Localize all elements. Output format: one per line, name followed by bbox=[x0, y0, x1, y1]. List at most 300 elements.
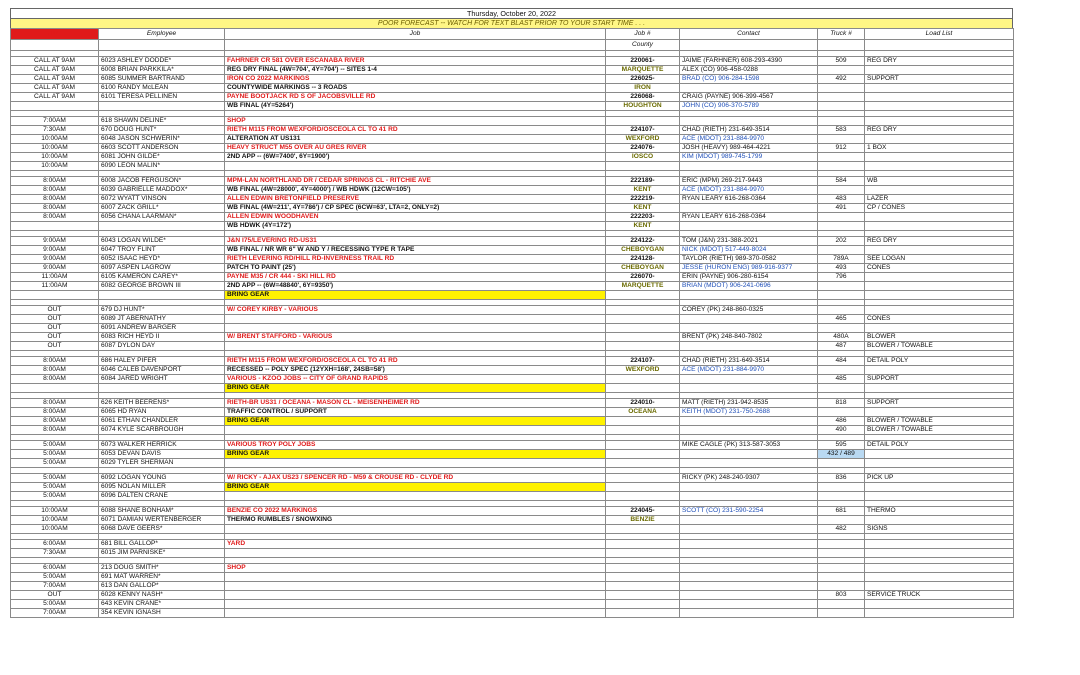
table-row bbox=[11, 357, 1014, 366]
row-load-list: LAZER bbox=[865, 195, 1014, 204]
row-truck-number: 493 bbox=[818, 264, 865, 273]
row-contact bbox=[680, 84, 818, 93]
row-employee: 6023 ASHLEY DODDE* bbox=[99, 57, 225, 66]
row-time: 5:00AM bbox=[11, 573, 99, 582]
row-job: BENZIE CO 2022 MARKINGS bbox=[225, 507, 606, 516]
row-load-list: WB bbox=[865, 177, 1014, 186]
row-job-number: 224076- bbox=[606, 144, 680, 153]
row-job: RIETH M115 FROM WEXFORD/OSCEOLA CL TO 41 RD bbox=[225, 126, 606, 135]
row-time: CALL AT 9AM bbox=[11, 93, 99, 102]
row-contact bbox=[680, 342, 818, 351]
table-row bbox=[11, 600, 1014, 609]
row-job bbox=[225, 324, 606, 333]
row-truck-number: 465 bbox=[818, 315, 865, 324]
row-employee: 6065 HD RYAN bbox=[99, 408, 225, 417]
row-employee: 6603 SCOTT ANDERSON bbox=[99, 144, 225, 153]
row-job-number: 226025- bbox=[606, 75, 680, 84]
row-load-list bbox=[865, 582, 1014, 591]
row-job-number bbox=[606, 375, 680, 384]
row-employee bbox=[99, 384, 225, 393]
row-job bbox=[225, 573, 606, 582]
row-job-number: MARQUETTE bbox=[606, 282, 680, 291]
row-job: YARD bbox=[225, 540, 606, 549]
row-job-number bbox=[606, 525, 680, 534]
row-job-number: WEXFORD bbox=[606, 135, 680, 144]
row-employee: 618 SHAWN DELINE* bbox=[99, 117, 225, 126]
row-job: BRING GEAR bbox=[225, 417, 606, 426]
row-load-list bbox=[865, 549, 1014, 558]
col-subheader-blank bbox=[818, 40, 865, 51]
row-time: 7:00AM bbox=[11, 609, 99, 618]
col-header-job: Job bbox=[225, 29, 606, 40]
row-job-number bbox=[606, 342, 680, 351]
row-job-number: 222189- bbox=[606, 177, 680, 186]
row-load-list bbox=[865, 384, 1014, 393]
table-row bbox=[11, 417, 1014, 426]
row-time: OUT bbox=[11, 591, 99, 600]
row-load-list: CONES bbox=[865, 264, 1014, 273]
col-header-time: TIME bbox=[11, 29, 99, 40]
row-job bbox=[225, 492, 606, 501]
table-row bbox=[11, 57, 1014, 66]
row-employee: 6056 CHANA LAARMAN* bbox=[99, 213, 225, 222]
row-employee: 6048 JASON SCHWERIN* bbox=[99, 135, 225, 144]
table-row bbox=[11, 333, 1014, 342]
row-employee bbox=[99, 222, 225, 231]
row-load-list: DETAIL POLY bbox=[865, 357, 1014, 366]
table-row bbox=[11, 516, 1014, 525]
row-contact bbox=[680, 204, 818, 213]
row-employee: 6015 JIM PARNISKE* bbox=[99, 549, 225, 558]
row-load-list: BLOWER / TOWABLE bbox=[865, 342, 1014, 351]
row-time: OUT bbox=[11, 306, 99, 315]
row-truck-number bbox=[818, 162, 865, 171]
row-truck-number: 595 bbox=[818, 441, 865, 450]
row-job: ALLEN EDWIN WOODHAVEN bbox=[225, 213, 606, 222]
row-load-list bbox=[865, 366, 1014, 375]
row-load-list bbox=[865, 66, 1014, 75]
forecast-note: POOR FORECAST -- WATCH FOR TEXT BLAST PRIOR TO YOUR START TIME . . . bbox=[10, 18, 1013, 28]
row-time: 8:00AM bbox=[11, 426, 99, 435]
table-row bbox=[11, 324, 1014, 333]
row-job: PAYNE BOOTJACK RD S OF JACOBSVILLE RD bbox=[225, 93, 606, 102]
row-truck-number: 803 bbox=[818, 591, 865, 600]
row-truck-number: 486 bbox=[818, 417, 865, 426]
row-time: 6:00AM bbox=[11, 564, 99, 573]
table-row bbox=[11, 492, 1014, 501]
row-job: BRING GEAR bbox=[225, 291, 606, 300]
row-job-number bbox=[606, 459, 680, 468]
table-row bbox=[11, 237, 1014, 246]
row-truck-number: 796 bbox=[818, 273, 865, 282]
row-contact: BRENT (PK) 248-840-7802 bbox=[680, 333, 818, 342]
row-truck-number: 432 / 489 bbox=[818, 450, 865, 459]
row-job: W/ BRENT STAFFORD - VARIOUS bbox=[225, 333, 606, 342]
row-job-number bbox=[606, 609, 680, 618]
row-truck-number bbox=[818, 291, 865, 300]
row-truck-number: 912 bbox=[818, 144, 865, 153]
row-job-number: BENZIE bbox=[606, 516, 680, 525]
row-contact: RYAN LEARY 616-268-0364 bbox=[680, 213, 818, 222]
table-row bbox=[11, 426, 1014, 435]
table-row bbox=[11, 162, 1014, 171]
row-contact: TOM (J&N) 231-388-2021 bbox=[680, 237, 818, 246]
row-load-list: DETAIL POLY bbox=[865, 441, 1014, 450]
table-row bbox=[11, 264, 1014, 273]
schedule-date: Thursday, October 20, 2022 bbox=[10, 8, 1013, 18]
row-time: 8:00AM bbox=[11, 177, 99, 186]
row-truck-number bbox=[818, 573, 865, 582]
row-truck-number: 485 bbox=[818, 375, 865, 384]
table-header-row bbox=[11, 29, 1014, 40]
row-truck-number: 491 bbox=[818, 204, 865, 213]
row-time: 7:00AM bbox=[11, 117, 99, 126]
row-employee bbox=[99, 291, 225, 300]
row-truck-number bbox=[818, 153, 865, 162]
row-load-list bbox=[865, 540, 1014, 549]
table-row bbox=[11, 408, 1014, 417]
row-employee: 6096 DALTEN CRANE bbox=[99, 492, 225, 501]
row-time bbox=[11, 291, 99, 300]
table-row bbox=[11, 450, 1014, 459]
row-employee: 6091 ANDREW BARGER bbox=[99, 324, 225, 333]
row-time: 8:00AM bbox=[11, 357, 99, 366]
row-job: REG DRY FINAL (4W=704', 4Y=704') -- SITES 1-4 bbox=[225, 66, 606, 75]
row-load-list bbox=[865, 222, 1014, 231]
row-truck-number: 789A bbox=[818, 255, 865, 264]
row-truck-number bbox=[818, 366, 865, 375]
row-job bbox=[225, 549, 606, 558]
row-employee: 6008 BRIAN PARKKILA* bbox=[99, 66, 225, 75]
row-contact: ERIC (MPM) 269-217-9443 bbox=[680, 177, 818, 186]
row-truck-number bbox=[818, 282, 865, 291]
table-row bbox=[11, 474, 1014, 483]
col-subheader-blank bbox=[11, 40, 99, 51]
row-time: 6:00AM bbox=[11, 540, 99, 549]
row-job-number bbox=[606, 384, 680, 393]
row-contact bbox=[680, 582, 818, 591]
row-truck-number bbox=[818, 540, 865, 549]
table-row bbox=[11, 525, 1014, 534]
row-truck-number bbox=[818, 102, 865, 111]
row-time: 5:00AM bbox=[11, 459, 99, 468]
row-load-list: REG DRY bbox=[865, 57, 1014, 66]
row-employee: 6028 KENNY NASH* bbox=[99, 591, 225, 600]
col-header-county: County bbox=[606, 40, 680, 51]
row-truck-number: 490 bbox=[818, 426, 865, 435]
row-job: PATCH TO PAINT (25') bbox=[225, 264, 606, 273]
row-truck-number: 509 bbox=[818, 57, 865, 66]
row-job: WB FINAL (4Y=5264') bbox=[225, 102, 606, 111]
table-row bbox=[11, 246, 1014, 255]
row-contact: MIKE CAGLE (PK) 313-587-3053 bbox=[680, 441, 818, 450]
row-job: IRON CO 2022 MARKINGS bbox=[225, 75, 606, 84]
row-load-list: SUPPORT bbox=[865, 375, 1014, 384]
row-time: 8:00AM bbox=[11, 204, 99, 213]
row-time: 7:00AM bbox=[11, 582, 99, 591]
row-contact: BRAD (CO) 906-284-1598 bbox=[680, 75, 818, 84]
row-truck-number: 482 bbox=[818, 525, 865, 534]
row-job-number bbox=[606, 333, 680, 342]
row-contact: ERIN (PAYNE) 906-280-6154 bbox=[680, 273, 818, 282]
row-truck-number: 480A bbox=[818, 333, 865, 342]
row-job-number: 224010- bbox=[606, 399, 680, 408]
row-job-number: IOSCO bbox=[606, 153, 680, 162]
row-truck-number bbox=[818, 600, 865, 609]
row-job: FAHRNER CR 581 OVER ESCANABA RIVER bbox=[225, 57, 606, 66]
row-job-number: 224128- bbox=[606, 255, 680, 264]
col-header-truck: Truck # bbox=[818, 29, 865, 40]
row-truck-number: 583 bbox=[818, 126, 865, 135]
row-time: 9:00AM bbox=[11, 255, 99, 264]
row-contact: BRIAN (MDOT) 906-241-0696 bbox=[680, 282, 818, 291]
row-truck-number bbox=[818, 246, 865, 255]
row-contact bbox=[680, 162, 818, 171]
row-contact: NICK (MDOT) 517-449-8024 bbox=[680, 246, 818, 255]
row-contact: CHAD (RIETH) 231-649-3514 bbox=[680, 126, 818, 135]
row-time: 8:00AM bbox=[11, 195, 99, 204]
row-time: CALL AT 9AM bbox=[11, 84, 99, 93]
row-time: CALL AT 9AM bbox=[11, 66, 99, 75]
row-job-number: HOUGHTON bbox=[606, 102, 680, 111]
table-row bbox=[11, 591, 1014, 600]
row-employee: 613 DAN GALLOP* bbox=[99, 582, 225, 591]
row-job-number: KENT bbox=[606, 222, 680, 231]
row-contact bbox=[680, 525, 818, 534]
row-job: WB HDWK (4Y=172') bbox=[225, 222, 606, 231]
row-time bbox=[11, 222, 99, 231]
row-contact bbox=[680, 291, 818, 300]
row-truck-number bbox=[818, 186, 865, 195]
table-row bbox=[11, 75, 1014, 84]
row-load-list: BLOWER / TOWABLE bbox=[865, 426, 1014, 435]
row-job: VARIOUS TROY POLY JOBS bbox=[225, 441, 606, 450]
row-load-list bbox=[865, 117, 1014, 126]
row-job bbox=[225, 591, 606, 600]
row-job-number bbox=[606, 492, 680, 501]
row-load-list bbox=[865, 408, 1014, 417]
row-load-list: BLOWER / TOWABLE bbox=[865, 417, 1014, 426]
row-time: 8:00AM bbox=[11, 417, 99, 426]
row-job-number: CHEBOYGAN bbox=[606, 264, 680, 273]
row-time: 7:30AM bbox=[11, 126, 99, 135]
row-time: 5:00AM bbox=[11, 474, 99, 483]
row-truck-number bbox=[818, 582, 865, 591]
table-row bbox=[11, 177, 1014, 186]
row-job: RIETH LEVERING RD/HILL RD-INVERNESS TRAIL RD bbox=[225, 255, 606, 264]
table-row bbox=[11, 507, 1014, 516]
row-load-list bbox=[865, 600, 1014, 609]
row-contact bbox=[680, 549, 818, 558]
row-employee: 6046 CALEB DAVENPORT bbox=[99, 366, 225, 375]
table-row bbox=[11, 66, 1014, 75]
row-time: 10:00AM bbox=[11, 525, 99, 534]
row-time: 8:00AM bbox=[11, 186, 99, 195]
row-truck-number: 483 bbox=[818, 195, 865, 204]
row-job-number: 224107- bbox=[606, 126, 680, 135]
table-row bbox=[11, 564, 1014, 573]
table-subheader-row bbox=[11, 40, 1014, 51]
row-contact bbox=[680, 459, 818, 468]
row-load-list bbox=[865, 153, 1014, 162]
row-job bbox=[225, 459, 606, 468]
row-truck-number: 492 bbox=[818, 75, 865, 84]
row-employee: 6088 SHANE BONHAM* bbox=[99, 507, 225, 516]
row-time: OUT bbox=[11, 315, 99, 324]
row-load-list bbox=[865, 84, 1014, 93]
row-contact bbox=[680, 540, 818, 549]
row-job: 2ND APP -- (6W=48840', 6Y=9350') bbox=[225, 282, 606, 291]
row-load-list bbox=[865, 273, 1014, 282]
row-job-number: 224122- bbox=[606, 237, 680, 246]
row-contact bbox=[680, 516, 818, 525]
table-row bbox=[11, 399, 1014, 408]
row-employee: 6007 ZACK GRILL* bbox=[99, 204, 225, 213]
row-truck-number bbox=[818, 222, 865, 231]
row-time: 5:00AM bbox=[11, 492, 99, 501]
row-employee: 643 KEVIN CRANE* bbox=[99, 600, 225, 609]
row-employee: 6043 LOGAN WILDE* bbox=[99, 237, 225, 246]
row-employee: 686 HALEY PIFER bbox=[99, 357, 225, 366]
row-contact bbox=[680, 117, 818, 126]
row-contact: KEITH (MDOT) 231-750-2688 bbox=[680, 408, 818, 417]
row-load-list: THERMO bbox=[865, 507, 1014, 516]
table-row bbox=[11, 540, 1014, 549]
row-time: 8:00AM bbox=[11, 366, 99, 375]
row-contact bbox=[680, 222, 818, 231]
row-load-list: SUPPORT bbox=[865, 399, 1014, 408]
row-truck-number bbox=[818, 324, 865, 333]
row-employee: 679 DJ HUNT* bbox=[99, 306, 225, 315]
row-employee: 6081 JOHN GILDE* bbox=[99, 153, 225, 162]
row-job-number bbox=[606, 441, 680, 450]
row-employee: 6095 NOLAN MILLER bbox=[99, 483, 225, 492]
row-job: WB FINAL (4W=211', 4Y=786') / CP SPEC (6CW=63', LTA=2, ONLY=2) bbox=[225, 204, 606, 213]
row-contact: TAYLOR (RIETH) 989-370-0582 bbox=[680, 255, 818, 264]
row-load-list: SEE LOGAN bbox=[865, 255, 1014, 264]
row-job-number bbox=[606, 540, 680, 549]
row-time: 10:00AM bbox=[11, 135, 99, 144]
row-job-number: 224045- bbox=[606, 507, 680, 516]
row-job-number: MARQUETTE bbox=[606, 66, 680, 75]
row-truck-number bbox=[818, 66, 865, 75]
row-truck-number bbox=[818, 84, 865, 93]
row-job bbox=[225, 600, 606, 609]
row-job-number bbox=[606, 483, 680, 492]
row-job bbox=[225, 582, 606, 591]
row-truck-number bbox=[818, 549, 865, 558]
row-truck-number: 584 bbox=[818, 177, 865, 186]
row-job-number bbox=[606, 426, 680, 435]
row-contact: COREY (PK) 248-860-0325 bbox=[680, 306, 818, 315]
row-employee: 6039 GABRIELLE MADDOX* bbox=[99, 186, 225, 195]
row-contact bbox=[680, 564, 818, 573]
row-contact: ACE (MDOT) 231-884-9970 bbox=[680, 135, 818, 144]
row-time: 5:00AM bbox=[11, 441, 99, 450]
row-truck-number: 487 bbox=[818, 342, 865, 351]
row-employee: 6101 TERESA PELLINEN bbox=[99, 93, 225, 102]
row-time: 5:00AM bbox=[11, 600, 99, 609]
row-job: W/ COREY KIRBY - VARIOUS bbox=[225, 306, 606, 315]
table-row bbox=[11, 126, 1014, 135]
row-employee: 6082 GEORGE BROWN III bbox=[99, 282, 225, 291]
row-employee: 6047 TROY FLINT bbox=[99, 246, 225, 255]
row-employee: 6087 DYLON DAY bbox=[99, 342, 225, 351]
row-contact: ACE (MDOT) 231-884-9970 bbox=[680, 366, 818, 375]
row-employee: 6071 DAMIAN WERTENBERGER bbox=[99, 516, 225, 525]
row-employee: 6052 ISAAC HEYD* bbox=[99, 255, 225, 264]
row-job: WB FINAL / NR WR 6" W AND Y / RECESSING TYPE R TAPE bbox=[225, 246, 606, 255]
row-time: 9:00AM bbox=[11, 264, 99, 273]
row-time: 5:00AM bbox=[11, 483, 99, 492]
row-truck-number bbox=[818, 492, 865, 501]
row-job: SHOP bbox=[225, 117, 606, 126]
row-employee: 6008 JACOB FERGUSON* bbox=[99, 177, 225, 186]
row-job bbox=[225, 525, 606, 534]
row-job: COUNTYWIDE MARKINGS -- 3 ROADS bbox=[225, 84, 606, 93]
row-truck-number: 818 bbox=[818, 399, 865, 408]
row-load-list bbox=[865, 246, 1014, 255]
row-load-list: PICK UP bbox=[865, 474, 1014, 483]
row-contact: JOSH (HEAVY) 989-464-4221 bbox=[680, 144, 818, 153]
row-employee: 6072 WYATT VINSON bbox=[99, 195, 225, 204]
row-truck-number bbox=[818, 459, 865, 468]
row-time: 7:30AM bbox=[11, 549, 99, 558]
row-job bbox=[225, 426, 606, 435]
row-load-list bbox=[865, 93, 1014, 102]
row-employee: 6105 KAMERON CAREY* bbox=[99, 273, 225, 282]
row-load-list bbox=[865, 102, 1014, 111]
row-job bbox=[225, 342, 606, 351]
row-contact bbox=[680, 375, 818, 384]
row-load-list bbox=[865, 324, 1014, 333]
table-row bbox=[11, 384, 1014, 393]
row-truck-number bbox=[818, 516, 865, 525]
row-time: 9:00AM bbox=[11, 237, 99, 246]
row-job: RECESSED -- POLY SPEC (12YXH=168', 24SB=58') bbox=[225, 366, 606, 375]
row-job-number bbox=[606, 450, 680, 459]
row-contact: RYAN LEARY 616-268-0364 bbox=[680, 195, 818, 204]
table-row bbox=[11, 549, 1014, 558]
row-contact: JAIME (FARHNER) 608-293-4390 bbox=[680, 57, 818, 66]
table-row bbox=[11, 441, 1014, 450]
row-truck-number bbox=[818, 408, 865, 417]
row-time: 8:00AM bbox=[11, 375, 99, 384]
row-time: OUT bbox=[11, 342, 99, 351]
table-row bbox=[11, 306, 1014, 315]
table-row bbox=[11, 135, 1014, 144]
table-row bbox=[11, 144, 1014, 153]
row-truck-number bbox=[818, 483, 865, 492]
row-time: OUT bbox=[11, 324, 99, 333]
row-job: BRING GEAR bbox=[225, 450, 606, 459]
row-time: 9:00AM bbox=[11, 246, 99, 255]
row-time: 8:00AM bbox=[11, 213, 99, 222]
row-job bbox=[225, 609, 606, 618]
row-truck-number bbox=[818, 93, 865, 102]
row-time: 11:00AM bbox=[11, 273, 99, 282]
row-truck-number: 681 bbox=[818, 507, 865, 516]
row-load-list bbox=[865, 282, 1014, 291]
row-time: 10:00AM bbox=[11, 153, 99, 162]
table-row bbox=[11, 282, 1014, 291]
row-job: SHOP bbox=[225, 564, 606, 573]
table-row bbox=[11, 222, 1014, 231]
row-time: 10:00AM bbox=[11, 516, 99, 525]
row-truck-number: 484 bbox=[818, 357, 865, 366]
row-load-list bbox=[865, 291, 1014, 300]
row-employee: 6061 ETHAN CHANDLER bbox=[99, 417, 225, 426]
